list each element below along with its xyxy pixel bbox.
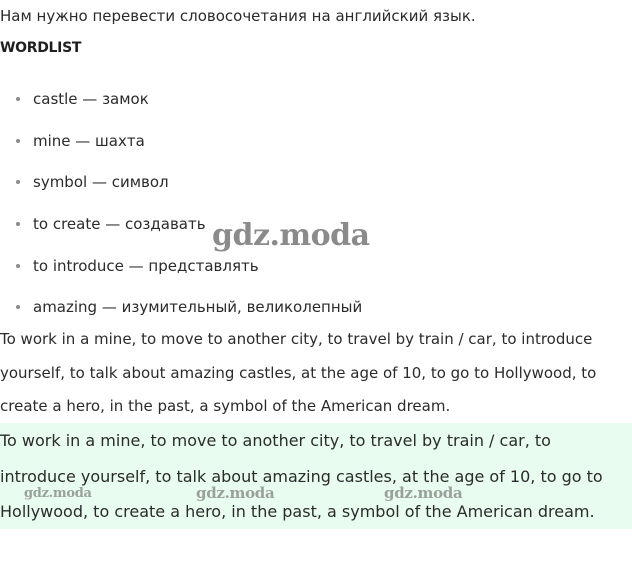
list-item-text: castle — замок xyxy=(33,90,149,108)
bullet-icon xyxy=(16,97,20,101)
watermark-logo: gdz.moda xyxy=(384,484,463,502)
bullet-icon xyxy=(16,264,20,268)
intro-text: Нам нужно перевести словосочетания на английский язык. xyxy=(0,7,476,25)
list-item xyxy=(0,128,362,170)
bullet-icon xyxy=(16,305,20,309)
bullet-icon xyxy=(16,180,20,184)
watermark-logo: gdz.moda xyxy=(196,484,275,502)
list-item-text: symbol — символ xyxy=(33,173,169,192)
list-item xyxy=(0,169,362,211)
task-paragraph: To work in a mine, to move to another city, to travel by train / car, to introduce yourself, to talk about amazing castles, at the age of 10, to go to Hollywood, to create a hero, in the past, a symbol of the American dream. xyxy=(0,330,597,415)
list-item xyxy=(0,211,362,253)
bullet-icon xyxy=(16,139,20,143)
watermark-logo: gdz.moda xyxy=(24,486,92,501)
wordlist-heading: WORDLIST xyxy=(0,40,82,56)
list-item xyxy=(0,253,362,295)
watermark-logo: gdz.moda xyxy=(212,218,370,253)
list-item-text: mine — шахта xyxy=(33,131,145,150)
list-item-text: to introduce — представлять xyxy=(33,256,259,275)
list-item-text: amazing — изумительный, великолепный xyxy=(33,298,363,317)
wordlist xyxy=(0,86,362,336)
bullet-icon xyxy=(16,222,20,226)
list-item xyxy=(0,86,362,128)
list-item-text: to create — создавать xyxy=(33,215,206,234)
answer-text: To work in a mine, to move to another city, to travel by train / car, to introduce yourself, to talk about amazing castles, at the age of 10, to go to Hollywood, to create a hero, in the past, a symbol of the American dream. xyxy=(0,431,603,521)
